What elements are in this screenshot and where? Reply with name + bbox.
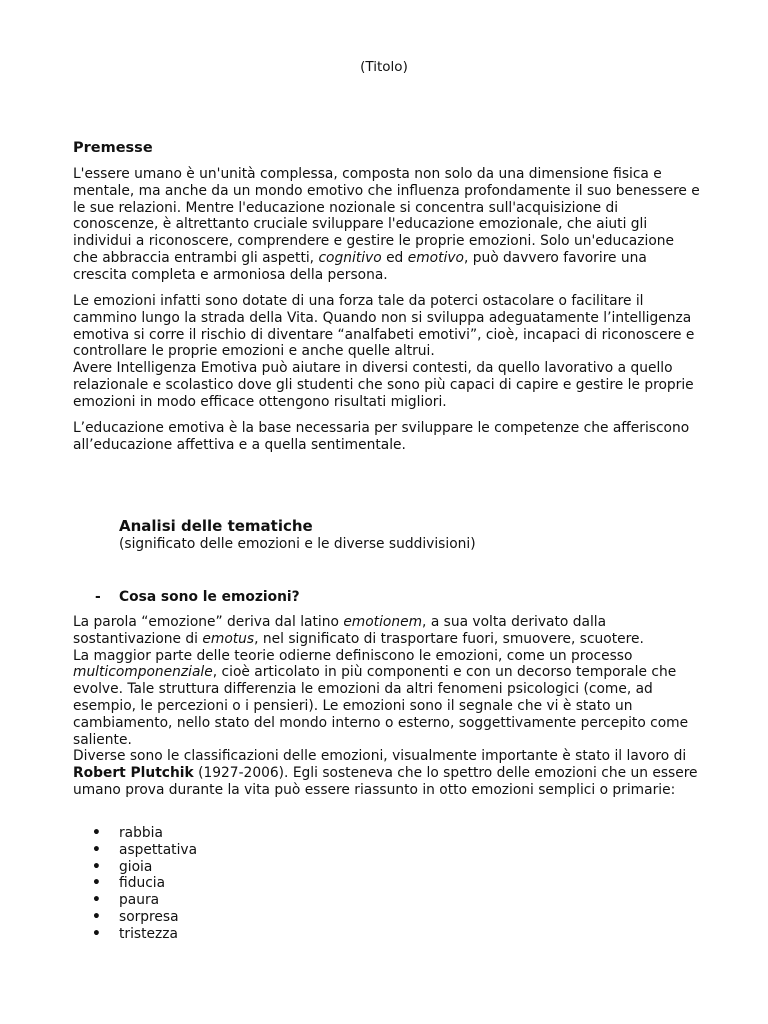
italic-term-multicomponenziale: multicomponenziale (73, 664, 213, 681)
list-item (92, 909, 197, 926)
bullet-marker: • (92, 858, 101, 875)
bullet-marker: • (92, 892, 101, 909)
paragraph-premesse-educazione (73, 420, 703, 454)
paragraph-premesse-intro (73, 166, 703, 284)
list-dash-marker: - (95, 589, 101, 605)
text-run: La maggior parte delle teorie odierne definiscono le emozioni, come un processo (73, 647, 633, 664)
text-run: L’educazione emotiva è la base necessaria per sviluppare le competenze che afferiscono all’educazione affettiva e a quella sentimentale. (73, 420, 690, 453)
list-item (92, 875, 197, 892)
list-item-label: sorpresa (119, 908, 179, 925)
bullet-marker: • (92, 875, 101, 892)
paragraph-cosa-sono (73, 614, 703, 799)
text-run: Diverse sono le classificazioni delle emozioni, visualmente importante è stato il lavoro di (73, 748, 687, 765)
text-run: Le emozioni infatti sono dotate di una forza tale da poterci ostacolare o facilitare il cammino lungo la strada della Vita. Quando non si sviluppa adeguatamente l’intelligenza emotiva si corre il rischio di diventare “analfabeti emotivi”, cioè, incapaci di riconoscere e controllare le proprie emozioni e anche quelle altrui. (73, 293, 695, 360)
text-run: La parola “emozione” deriva dal latino (73, 614, 344, 630)
text-run: (1927-2006). Egli sosteneva che lo spettro delle emozioni che un essere umano prova durante la vita può essere riassunto in otto emozioni semplici o primarie: (73, 765, 698, 798)
list-item-label: rabbia (119, 825, 163, 841)
bullet-marker: • (92, 841, 101, 858)
list-item-label: gioia (119, 858, 153, 875)
primary-emotions-list (92, 825, 197, 943)
section-heading-analisi: Analisi delle tematiche (119, 517, 313, 535)
text-run: , può davvero favorire una crescita completa e armoniosa della persona. (73, 249, 647, 283)
list-item-label: tristezza (119, 925, 178, 942)
list-item (92, 842, 197, 859)
italic-term-cognitivo: cognitivo (318, 249, 382, 266)
text-run: , nel significato di trasportare fuori, smuovere, scuotere. (254, 630, 644, 647)
italic-term-emotivo: emotivo (407, 249, 464, 266)
bullet-marker: • (92, 825, 101, 841)
subsection-heading-cosa-sono: Cosa sono le emozioni? (119, 589, 300, 605)
paragraph-premesse-emozioni (73, 293, 703, 411)
section-heading-premesse: Premesse (73, 140, 153, 156)
italic-term-emotionem: emotionem (343, 614, 423, 630)
list-item-label: aspettativa (119, 841, 198, 858)
bullet-marker: • (92, 925, 101, 942)
text-run: , a sua volta derivato dalla sostantivazione di (73, 614, 607, 647)
section-subheading-analisi: (significato delle emozioni e le diverse suddivisioni) (119, 536, 476, 552)
list-item-label: paura (119, 892, 160, 909)
list-item-label: fiducia (119, 875, 166, 892)
list-item (92, 859, 197, 876)
bold-name-plutchik: Robert Plutchik (73, 765, 194, 782)
text-run: Avere Intelligenza Emotiva può aiutare in diversi contesti, da quello lavorativo a quello relazionale e scolastico dove gli studenti che sono più capaci di capire e gestire le proprie emozioni in modo efficace ottengono risultati migliori. (73, 360, 694, 410)
document-title: (Titolo) (360, 59, 408, 75)
list-item (92, 926, 197, 943)
list-item (92, 892, 197, 909)
bullet-marker: • (92, 908, 101, 925)
italic-term-emotus: emotus (202, 630, 255, 647)
text-run: , cioè articolato in più componenti e con un decorso temporale che evolve. Tale struttura differenzia le emozioni da altri fenomeni psicologici (come, ad esempio, le percezioni o i pensieri). Le emozioni sono il segnale che vi è stato un cambiamento, nello stato del mondo interno o esterno, soggettivamente percepito come saliente. (73, 664, 689, 748)
list-item (92, 825, 197, 842)
text-run: ed (381, 249, 408, 266)
text-run: L'essere umano è un'unità complessa, composta non solo da una dimensione fisica e mentale, ma anche da un mondo emotivo che influenza profondamente il suo benessere e le sue relazioni. Mentre l'educazione nozionale si concentra sull'acquisizione di conoscenze, è altrettanto cruciale sviluppare l'educazione emozionale, che aiuti gli individui a riconoscere, comprendere e gestire le proprie emozioni. Solo un'educazione che abbraccia entrambi gli aspetti, (73, 166, 700, 266)
